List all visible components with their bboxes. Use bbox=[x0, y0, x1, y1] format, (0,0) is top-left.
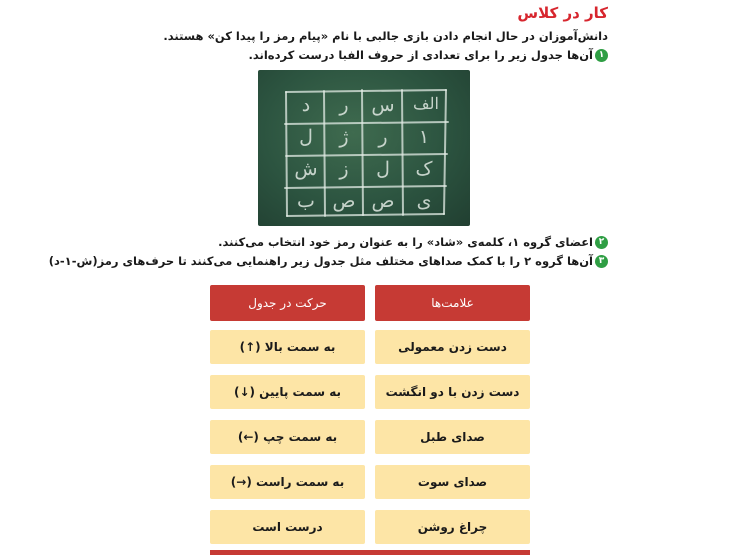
step-2 bbox=[218, 235, 608, 249]
step-1 bbox=[249, 48, 608, 62]
board-cell: ژ bbox=[339, 126, 349, 148]
board-cell: ل bbox=[299, 126, 313, 148]
board-cell: ص bbox=[371, 190, 395, 212]
lesson-title: کار در کلاس bbox=[517, 4, 608, 22]
movement-cell: درست است bbox=[210, 510, 365, 544]
step-text: آن‌ها جدول زیر را برای تعدادی از حروف الفبا درست کرده‌اند. bbox=[248, 48, 593, 62]
sign-cell: صدای طبل bbox=[375, 420, 530, 454]
board-cell: ز bbox=[339, 158, 349, 180]
board-cell: الف bbox=[413, 94, 439, 113]
sign-cell: دست زدن معمولی bbox=[375, 330, 530, 364]
board-cell: ر bbox=[339, 94, 349, 116]
movement-cell: به سمت بالا (↑) bbox=[210, 330, 365, 364]
board-cell: ب bbox=[297, 190, 315, 212]
board-cell: ک bbox=[415, 158, 433, 180]
chalkboard-image bbox=[258, 70, 470, 226]
board-cell: ش bbox=[294, 158, 318, 180]
step-number-badge: ۳ bbox=[595, 255, 608, 268]
board-cell: ۱ bbox=[418, 126, 430, 148]
intro-text: دانش‌آموزان در حال انجام دادن بازی جالبی با نام «پیام رمز را پیدا کن» هستند. bbox=[163, 29, 608, 43]
step-text: آن‌ها گروه ۲ را با کمک صداهای مختلف مثل جدول زیر راهنمایی می‌کنند تا حرف‌های رمز(ش-۱-د) bbox=[48, 254, 593, 268]
board-cell: ل bbox=[376, 158, 390, 180]
board-cell: ی bbox=[416, 190, 432, 212]
movement-cell: به سمت پایین (↓) bbox=[210, 375, 365, 409]
step-number-badge: ۲ bbox=[595, 236, 608, 249]
table-footer-bar bbox=[210, 550, 530, 555]
sign-cell: چراغ روشن bbox=[375, 510, 530, 544]
header-signs: علامت‌ها bbox=[375, 285, 530, 321]
board-cell: ص bbox=[332, 190, 356, 212]
step-number-badge: ۱ bbox=[595, 49, 608, 62]
board-cell: د bbox=[301, 94, 311, 116]
step-3 bbox=[49, 254, 608, 268]
header-movement: حرکت در جدول bbox=[210, 285, 365, 321]
board-cell: س bbox=[371, 94, 395, 116]
board-cell: ر bbox=[378, 126, 388, 148]
step-text: اعضای گروه ۱، کلمه‌ی «شاد» را به عنوان رمز خود انتخاب می‌کنند. bbox=[218, 235, 593, 249]
sign-cell: صدای سوت bbox=[375, 465, 530, 499]
movement-cell: به سمت چپ (←) bbox=[210, 420, 365, 454]
sign-cell: دست زدن با دو انگشت bbox=[375, 375, 530, 409]
movement-cell: به سمت راست (→) bbox=[210, 465, 365, 499]
